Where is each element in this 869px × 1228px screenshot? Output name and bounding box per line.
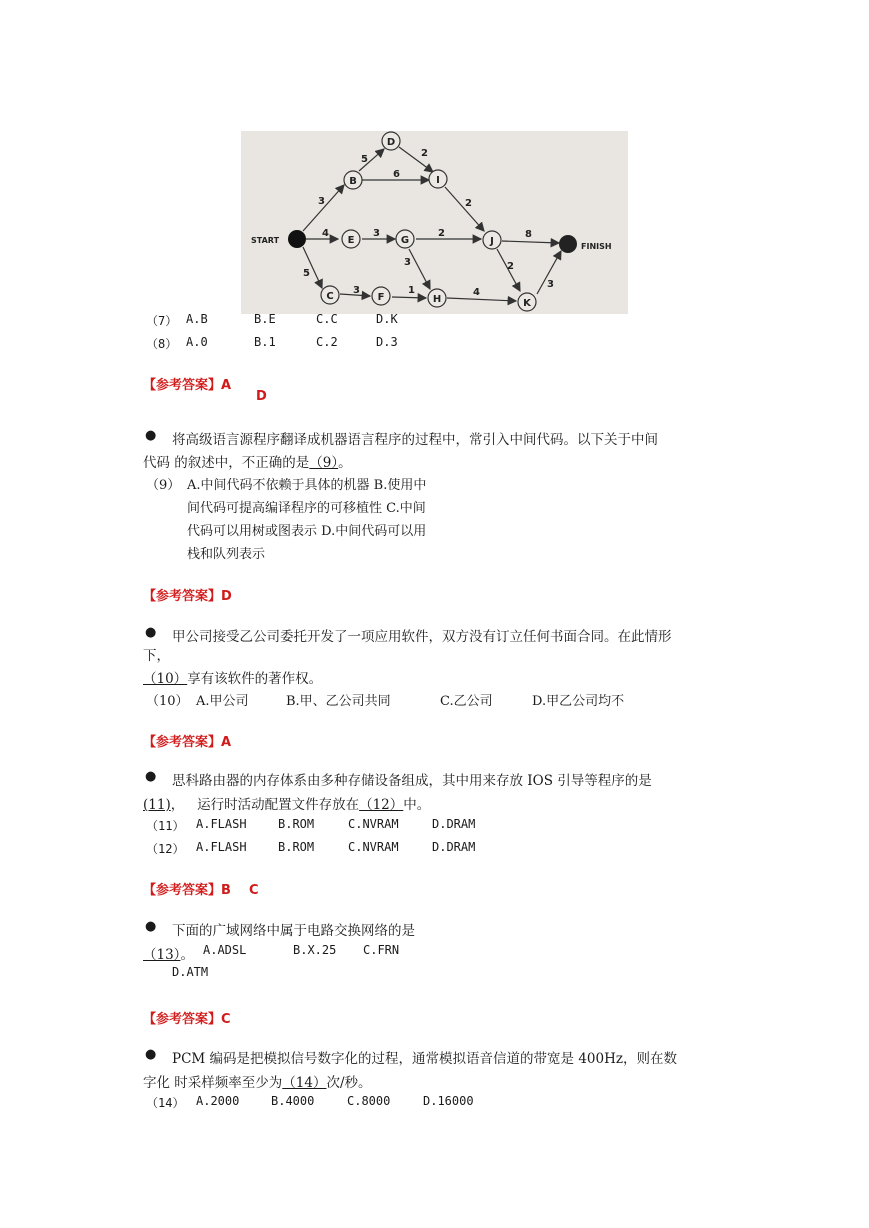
answer-8: D bbox=[256, 389, 267, 404]
q8-option-b: B.1 bbox=[254, 335, 276, 349]
start-label: START bbox=[251, 236, 280, 245]
weight-j-k: 2 bbox=[507, 261, 514, 272]
weight-b-i: 6 bbox=[393, 169, 400, 180]
q14-line2-end: 次/秒。 bbox=[326, 1075, 372, 1091]
weight-start-e: 4 bbox=[322, 228, 329, 239]
q11-line2 bbox=[143, 793, 430, 813]
network-diagram bbox=[241, 131, 628, 314]
node-b-label: B bbox=[349, 176, 357, 187]
weight-k-finish: 3 bbox=[547, 279, 554, 290]
q9-option-line4: 栈和队列表示 bbox=[187, 547, 266, 562]
q7-option-d: D.K bbox=[376, 312, 398, 326]
q10-option-a: A.甲公司 bbox=[196, 694, 249, 709]
q14-bullet: ● bbox=[145, 1047, 157, 1062]
q13-option-a: A.ADSL bbox=[203, 943, 247, 957]
q9-blank: （9） bbox=[309, 455, 339, 471]
node-f-label: F bbox=[377, 292, 385, 303]
weight-start-c: 5 bbox=[303, 268, 310, 279]
answer-7-8: 【参考答案】A bbox=[143, 378, 232, 393]
node-g-label: G bbox=[400, 235, 410, 246]
q9-number: （9） bbox=[146, 478, 181, 493]
weight-start-b: 3 bbox=[318, 196, 325, 207]
finish-label: FINISH bbox=[581, 242, 612, 251]
q12-option-d: D.DRAM bbox=[432, 840, 476, 854]
q11-number: （11） bbox=[146, 819, 185, 833]
q14-options bbox=[146, 1094, 474, 1111]
q13-bullet: ● bbox=[145, 919, 157, 934]
q8-option-c: C.2 bbox=[316, 335, 338, 349]
q10-options bbox=[146, 690, 625, 709]
q14-option-c: C.8000 bbox=[347, 1094, 391, 1108]
q12-number: （12） bbox=[146, 842, 185, 856]
q7-number: （7） bbox=[146, 314, 178, 328]
q13-line2 bbox=[143, 943, 400, 963]
q13-line2-end: 。 bbox=[180, 947, 194, 963]
q10-line1: 甲公司接受乙公司委托开发了一项应用软件，双方没有订立任何书面合同。在此情形 bbox=[172, 629, 672, 645]
answer-10: 【参考答案】A bbox=[143, 735, 232, 750]
q10-option-c: C.乙公司 bbox=[440, 694, 493, 709]
q10-blank: （10） bbox=[143, 671, 188, 687]
q12-option-c: C.NVRAM bbox=[348, 840, 399, 854]
q10-number: （10） bbox=[146, 694, 189, 709]
q11-line2-end: 中。 bbox=[403, 797, 431, 813]
q9-option-line3: 代码可以用树或图表示 D.中间代码可以用 bbox=[187, 524, 427, 539]
edge-h-k bbox=[447, 298, 516, 301]
q11-line1: 思科路由器的内存体系由多种存储设备组成，其中用来存放 IOS 引导等程序的是 bbox=[172, 773, 652, 789]
weight-b-d: 5 bbox=[361, 154, 368, 165]
q11-blank: (11) bbox=[143, 797, 171, 813]
edge-i-j bbox=[445, 187, 484, 231]
weight-h-k: 4 bbox=[473, 287, 480, 298]
node-k-label: K bbox=[523, 298, 531, 309]
q11-option-a: A.FLASH bbox=[196, 817, 247, 831]
q8-option-a: A.0 bbox=[186, 335, 208, 349]
node-e-label: E bbox=[347, 235, 355, 246]
q12-blank: （12） bbox=[359, 797, 404, 813]
q14-blank: （14） bbox=[282, 1075, 327, 1091]
q14-option-b: B.4000 bbox=[271, 1094, 315, 1108]
q13-blank: （13） bbox=[143, 947, 181, 963]
q7-option-a: A.B bbox=[186, 312, 208, 326]
network-diagram-photo bbox=[241, 131, 628, 314]
edge-j-finish bbox=[502, 241, 559, 243]
q9-line1: 将高级语言源程序翻译成机器语言程序的过程中，常引入中间代码。以下关于中间 bbox=[172, 432, 658, 448]
edge-g-h bbox=[409, 249, 430, 289]
weight-d-i: 2 bbox=[421, 148, 428, 159]
q10-option-b: B.甲、乙公司共同 bbox=[286, 694, 391, 709]
weight-c-f: 3 bbox=[353, 285, 360, 296]
q9-line2-text: 代码 的叙述中，不正确的是 bbox=[143, 455, 310, 471]
q7-option-c: C.C bbox=[316, 312, 338, 326]
q14-line2 bbox=[143, 1071, 372, 1091]
q14-line1: PCM 编码是把模拟信号数字化的过程，通常模拟语音信道的带宽是 400Hz，则在数 bbox=[172, 1051, 677, 1067]
q10-bullet: ● bbox=[145, 625, 157, 640]
node-i-label: I bbox=[436, 175, 440, 186]
q14-line2-text: 字化 时采样频率至少为 bbox=[143, 1075, 283, 1091]
node-finish bbox=[559, 235, 577, 253]
q11-option-c: C.NVRAM bbox=[348, 817, 399, 831]
answer-13: 【参考答案】C bbox=[143, 1012, 231, 1027]
answer-11-12: 【参考答案】B C bbox=[143, 883, 259, 898]
edge-start-b bbox=[303, 185, 344, 231]
q13-option-c: C.FRN bbox=[363, 943, 400, 957]
q7-option-b: B.E bbox=[254, 312, 276, 326]
q12-options bbox=[146, 840, 476, 857]
q11-option-b: B.ROM bbox=[278, 817, 315, 831]
weight-f-h: 1 bbox=[408, 285, 415, 296]
q9-option-line2: 间代码可提高编译程序的可移植性 C.中间 bbox=[187, 501, 426, 516]
q9-bullet: ● bbox=[145, 428, 157, 443]
weight-j-finish: 8 bbox=[525, 229, 532, 240]
q13-line1: 下面的广域网络中属于电路交换网络的是 bbox=[172, 923, 415, 939]
q13-option-b: B.X.25 bbox=[293, 943, 337, 957]
q11-options bbox=[146, 817, 476, 834]
node-start bbox=[288, 230, 306, 248]
q12-option-b: B.ROM bbox=[278, 840, 315, 854]
node-h-label: H bbox=[432, 294, 442, 305]
q8-option-d: D.3 bbox=[376, 335, 398, 349]
node-c-label: C bbox=[326, 291, 334, 302]
q13-option-d: D.ATM bbox=[172, 965, 209, 979]
q11-option-d: D.DRAM bbox=[432, 817, 476, 831]
q7-options bbox=[146, 312, 398, 329]
edge-f-h bbox=[392, 297, 426, 298]
q9-line2-end: 。 bbox=[338, 455, 352, 471]
node-d-label: D bbox=[386, 137, 396, 148]
q10-line3-text: 享有该软件的著作权。 bbox=[187, 671, 323, 687]
weight-g-j: 2 bbox=[438, 228, 445, 239]
answer-9: 【参考答案】D bbox=[143, 589, 232, 604]
q11-line2-mid: ， 运行时活动配置文件存放在 bbox=[170, 797, 360, 813]
q9-option-line1: A.中间代码不依赖于具体的机器 B.使用中 bbox=[187, 478, 427, 493]
q14-option-a: A.2000 bbox=[196, 1094, 240, 1108]
q8-number: （8） bbox=[146, 337, 178, 351]
q11-bullet: ● bbox=[145, 769, 157, 784]
q10-option-d: D.甲乙公司均不 bbox=[532, 694, 625, 709]
q8-options bbox=[146, 335, 398, 352]
q10-line3 bbox=[143, 667, 322, 687]
node-j-label: J bbox=[490, 236, 494, 247]
q10-line2: 下， bbox=[143, 648, 170, 664]
q14-number: （14） bbox=[146, 1096, 185, 1110]
weight-i-j: 2 bbox=[465, 198, 472, 209]
q9-line2 bbox=[143, 451, 352, 471]
weight-e-g: 3 bbox=[373, 228, 380, 239]
q14-option-d: D.16000 bbox=[423, 1094, 474, 1108]
q12-option-a: A.FLASH bbox=[196, 840, 247, 854]
weight-g-h: 3 bbox=[404, 257, 411, 268]
